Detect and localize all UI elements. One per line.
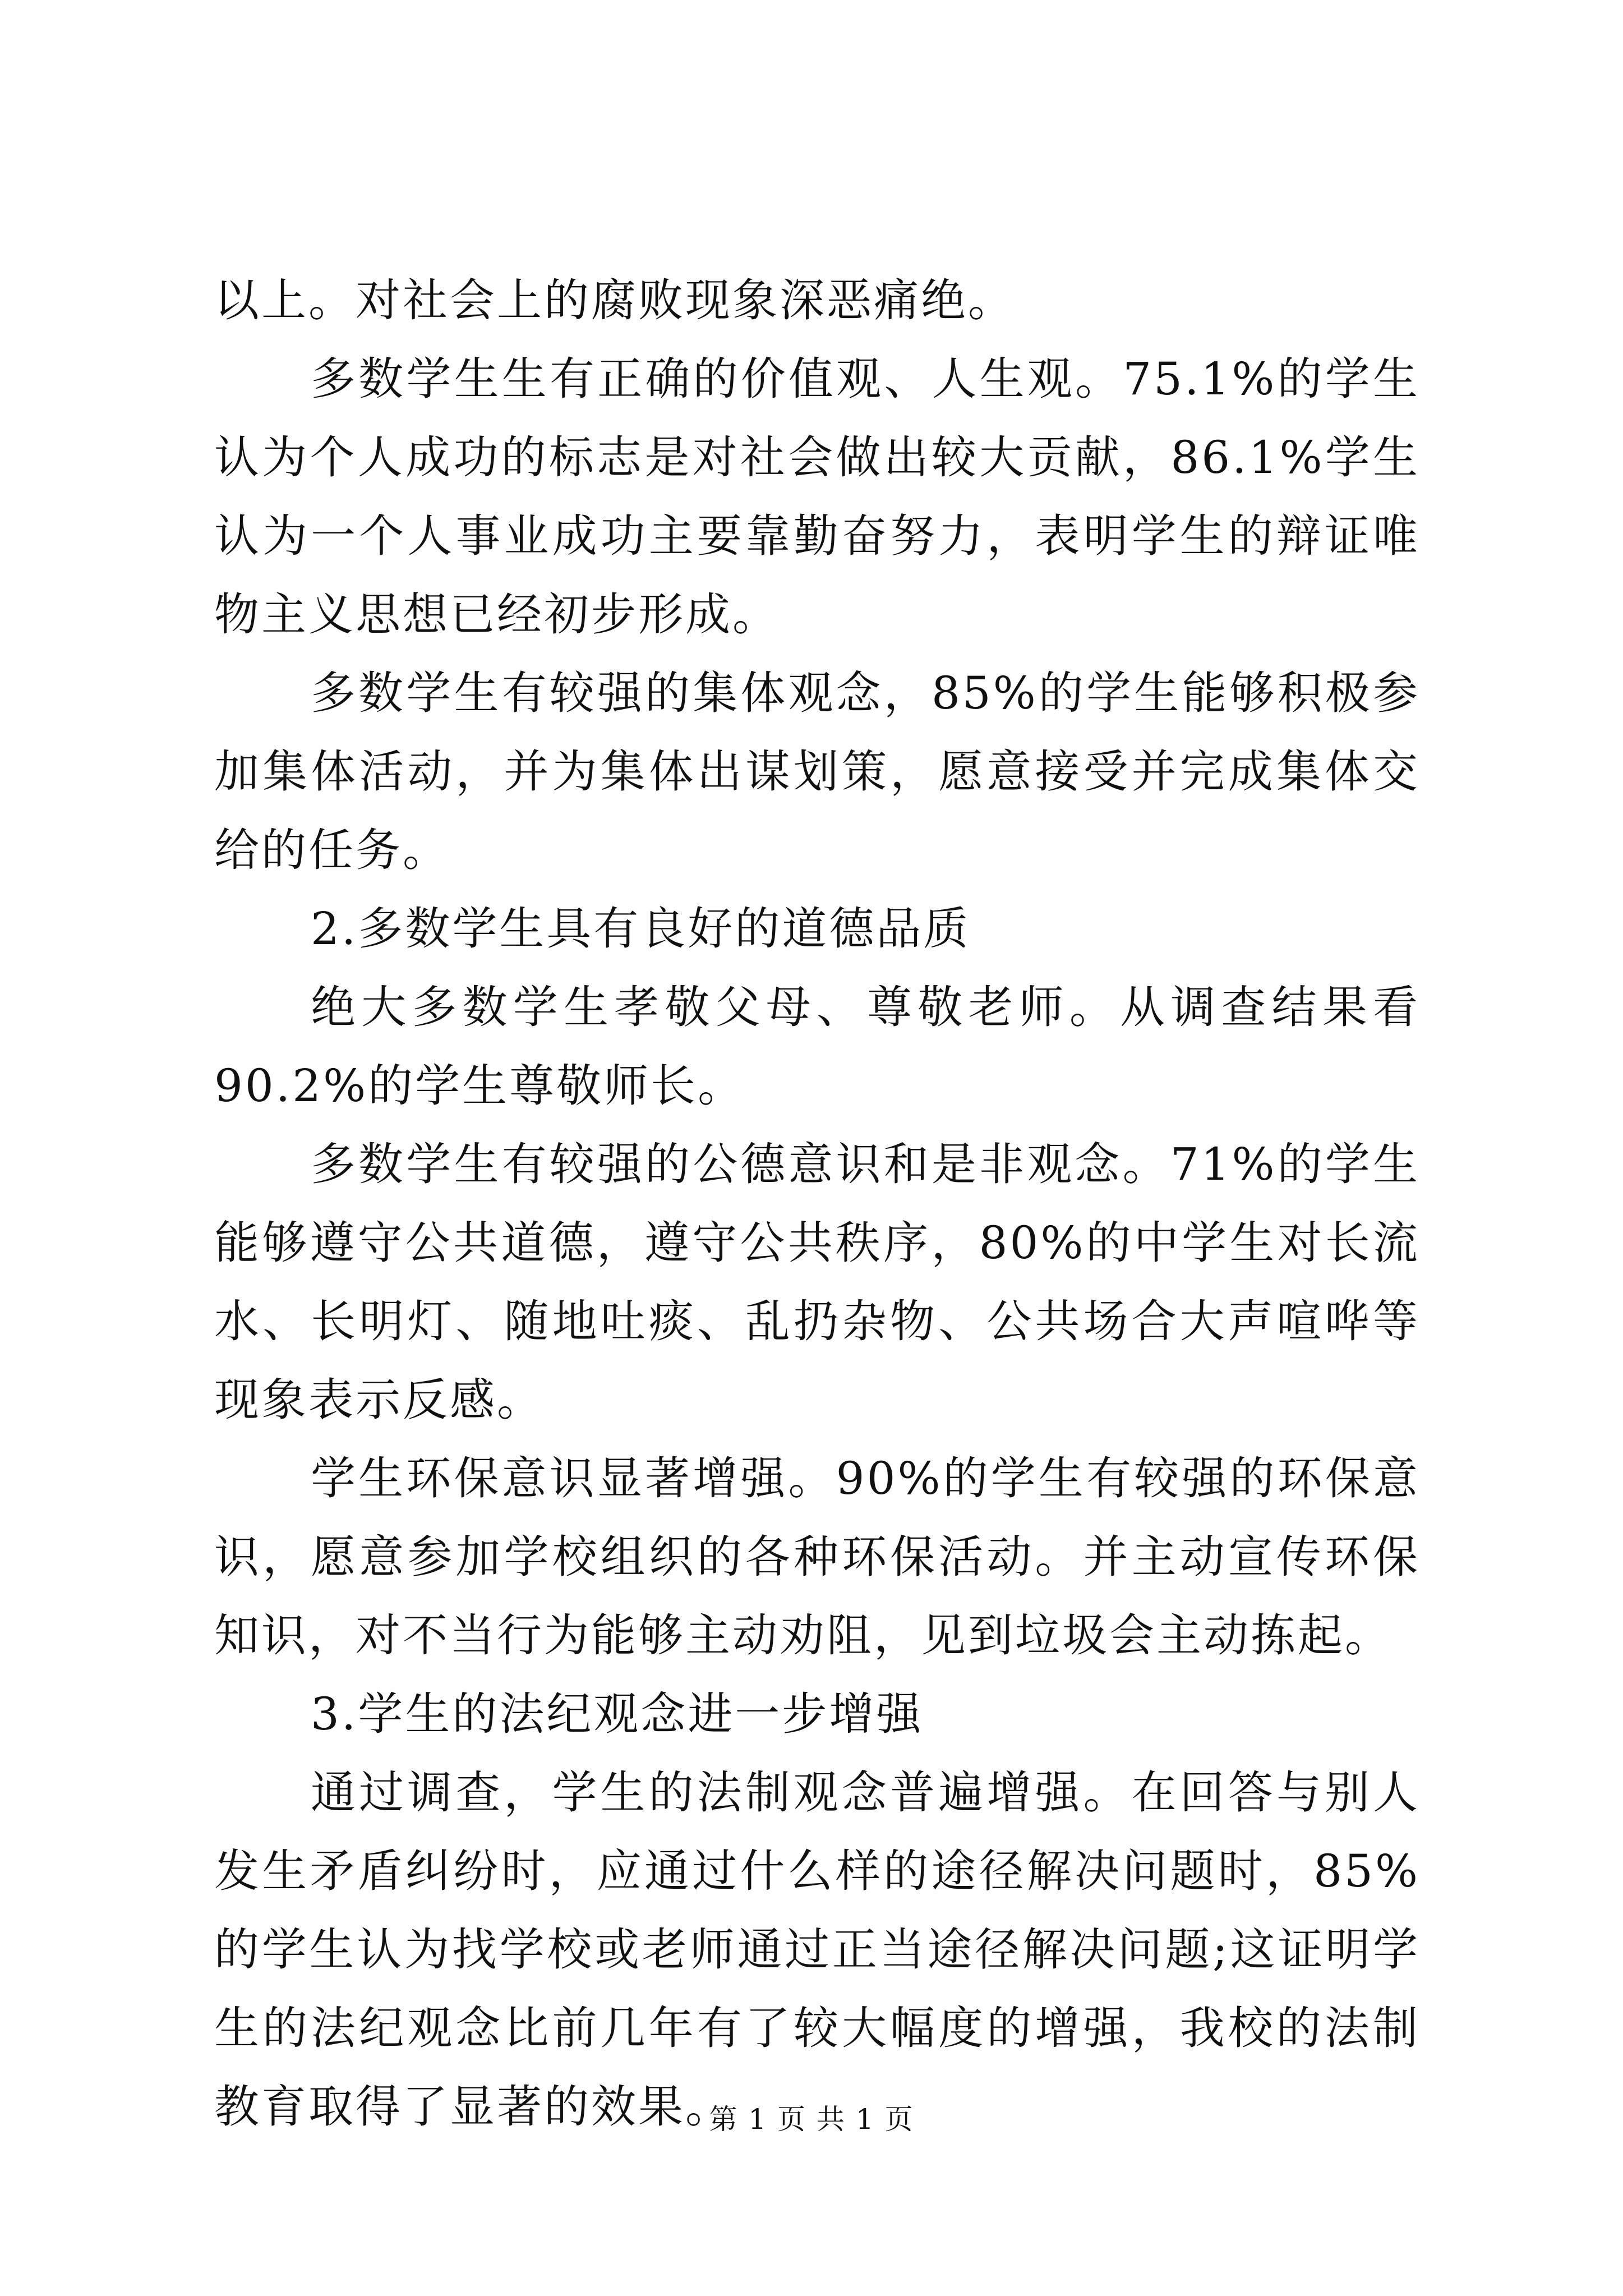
paragraph-law: 通过调查，学生的法制观念普遍增强。在回答与别人发生矛盾纠纷时，应通过什么样的途径解决问题时，85%的学生认为找学校或老师通过正当途径解决问题;这证明学生的法纪观念比前几年有了较大幅度的增强，我校的法制教育取得了显著的效果。 [214, 1766, 1420, 2133]
section-heading-law: 3.学生的法纪观念进一步增强 [311, 1688, 924, 1740]
document-body [214, 261, 1420, 2146]
page-footer [0, 2102, 1623, 2136]
paragraph-continuation: 以上。对社会上的腐败现象深恶痛绝。 [214, 274, 1015, 326]
page-number: 第 1 页 共 1 页 [709, 2103, 914, 2136]
paragraph-public-morals: 多数学生有较强的公德意识和是非观念。71%的学生能够遵守公共道德，遵守公共秩序，80%的中学生对长流水、长明灯、随地吐痰、乱扔杂物、公共场合大声喧哗等现象表示反感。 [214, 1138, 1420, 1426]
paragraph-collective: 多数学生有较强的集体观念，85%的学生能够积极参加集体活动，并为集体出谋划策，愿意接受并完成集体交给的任务。 [214, 667, 1420, 876]
section-heading-morality: 2.多数学生具有良好的道德品质 [311, 903, 971, 955]
paragraph-values: 多数学生生有正确的价值观、人生观。75.1%的学生认为个人成功的标志是对社会做出较大贡献，86.1%学生认为一个人事业成功主要靠勤奋努力，表明学生的辩证唯物主义思想已经初步形成。 [214, 353, 1420, 641]
paragraph-respect: 绝大多数学生孝敬父母、尊敬老师。从调查结果看90.2%的学生尊敬师长。 [214, 981, 1420, 1112]
paragraph-environment: 学生环保意识显著增强。90%的学生有较强的环保意识，愿意参加学校组织的各种环保活动。并主动宣传环保知识，对不当行为能够主动劝阻，见到垃圾会主动拣起。 [214, 1452, 1420, 1662]
